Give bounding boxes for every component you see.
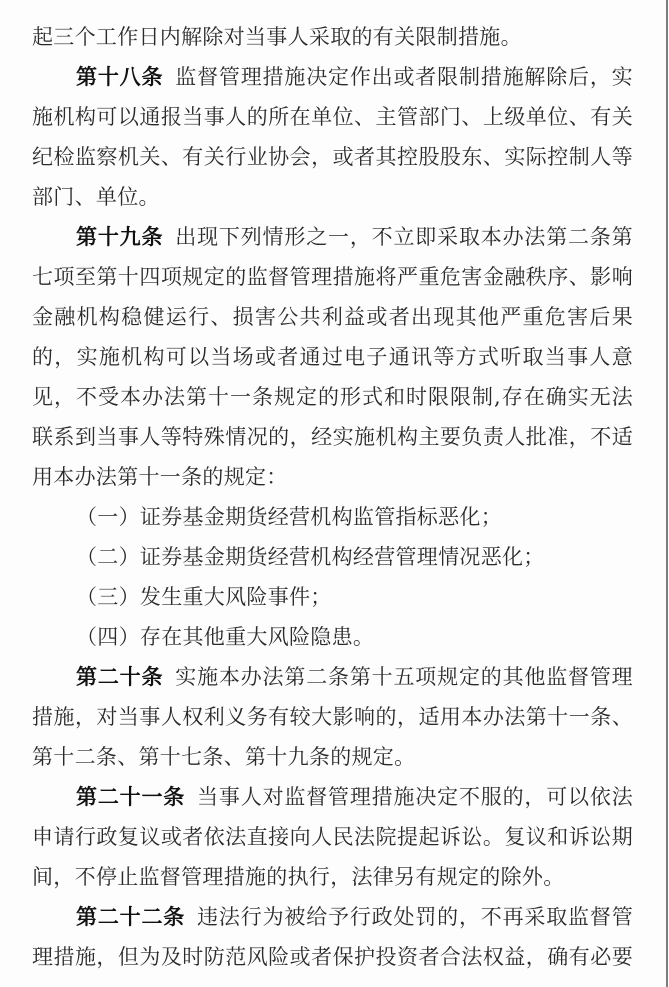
line-text: （四）存在其他重大风险隐患。 [76,625,375,649]
text-line [32,297,633,337]
article-line-22 [32,897,633,937]
line-text: 七项至第十四项规定的监督管理措施将严重危害金融秩序、影响 [32,265,633,289]
line-text: 的，实施机构可以当场或者通过电子通讯等方式听取当事人意 [32,345,633,369]
article-line-18 [32,57,633,97]
line-text: 监督管理措施决定作出或者限制措施解除后，实 [175,65,633,89]
document-text [32,17,633,977]
line-text: 用本办法第十一条的规定： [32,465,288,489]
article-line-19 [32,217,633,257]
article-number: 第二十条 [76,665,164,689]
article-number: 第十九条 [76,225,164,249]
page-edge-line [666,0,668,987]
text-line [32,697,633,737]
line-text: 联系到当事人等特殊情况的，经实施机构主要负责人批准，不适 [32,425,633,449]
text-line [32,817,633,857]
text-line [32,17,633,57]
line-text: 部门、单位。 [32,185,160,209]
article-line-20 [32,657,633,697]
line-text: 第十二条、第十七条、第十九条的规定。 [32,745,416,769]
article-line-21 [32,777,633,817]
line-text: 间，不停止监督管理措施的执行，法律另有规定的除外。 [32,865,565,889]
list-item-3 [32,577,633,617]
text-line [32,137,633,177]
line-text: （二）证券基金期货经营机构经营管理情况恶化； [76,545,545,569]
article-number: 第二十二条 [76,905,186,929]
line-text: （一）证券基金期货经营机构监管指标恶化； [76,505,502,529]
text-line [32,937,633,977]
line-text: 施机构可以通报当事人的所在单位、主管部门、上级单位、有关 [32,105,633,129]
line-text: 纪检监察机关、有关行业协会，或者其控股股东、实际控制人等 [32,145,633,169]
line-text: 实施本办法第二条第十五项规定的其他监督管理 [175,665,633,689]
text-line [32,97,633,137]
line-text: 金融机构稳健运行、损害公共利益或者出现其他严重危害后果 [32,305,633,329]
list-item-1 [32,497,633,537]
line-text: 理措施，但为及时防范风险或者保护投资者合法权益，确有必要 [32,945,633,969]
line-text: 违法行为被给予行政处罚的，不再采取监督管 [197,905,634,929]
text-line [32,737,633,777]
line-text: 起三个工作日内解除对当事人采取的有关限制措施。 [32,25,522,49]
text-line [32,857,633,897]
text-line [32,337,633,377]
line-text: （三）发生重大风险事件； [76,585,332,609]
text-line [32,377,633,417]
line-text: 当事人对监督管理措施决定不服的，可以依法 [197,785,634,809]
text-line [32,257,633,297]
line-text: 措施，对当事人权利义务有较大影响的，适用本办法第十一条、 [32,705,633,729]
list-item-4 [32,617,633,657]
line-text: 出现下列情形之一，不立即采取本办法第二条第 [175,225,633,249]
line-text: 见，不受本办法第十一条规定的形式和时限限制,存在确实无法 [32,385,633,409]
line-text: 申请行政复议或者依法直接向人民法院提起诉讼。复议和诉讼期 [32,825,633,849]
text-line [32,417,633,457]
text-line [32,177,633,217]
list-item-2 [32,537,633,577]
text-line [32,457,633,497]
article-number: 第十八条 [76,65,164,89]
article-number: 第二十一条 [76,785,186,809]
